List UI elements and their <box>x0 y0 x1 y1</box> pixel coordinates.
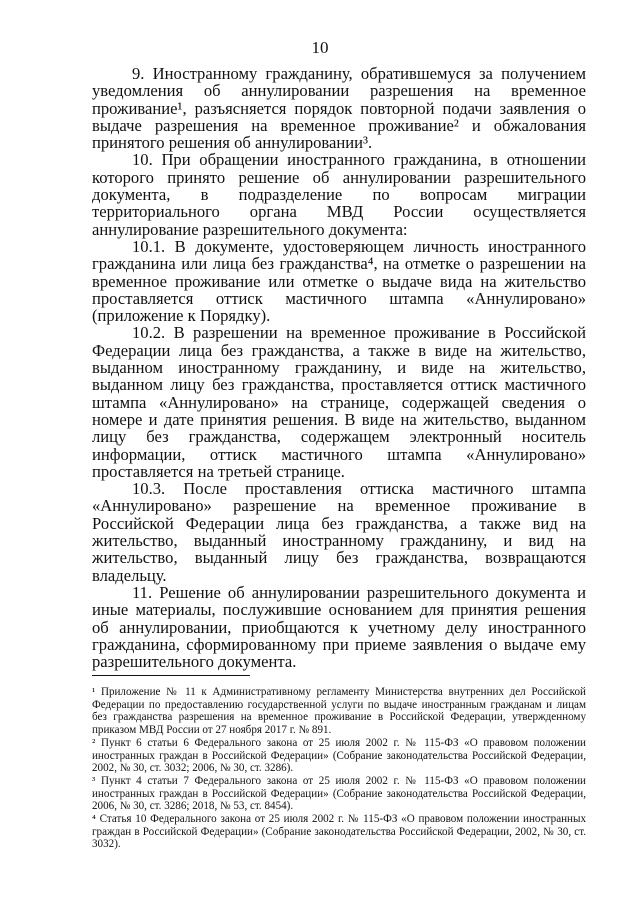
page-number: 10 <box>311 38 329 57</box>
footnote-4: ⁴ Статья 10 Федерального закона от 25 июля 2002 г. № 115-ФЗ «О правовом положении иностранных граждан в Российской Федерации» (Собрание законодательства Российской Федерации, 2002, № 30, ст. 3032). <box>92 813 586 851</box>
footnotes <box>92 686 586 851</box>
footnote-1: ¹ Приложение № 11 к Административному регламенту Министерства внутренних дел Российской Федерации по предоставлению государственной услуги по выдаче иностранным гражданам и лицам без гражданства разрешения на временное проживание в Российской Федерации, утвержденному приказом МВД России от 27 ноября 2017 г. № 891. <box>92 686 586 737</box>
footnote-separator <box>92 675 250 676</box>
paragraph-10: 10. При обращении иностранного гражданина, в отношении которого принято решение об аннулировании разрешительного документа, в подразделение по вопросам миграции территориального органа МВД России осуществляется аннулирование разрешительного документа: <box>92 150 586 239</box>
footnote-2: ² Пункт 6 статьи 6 Федерального закона от 25 июля 2002 г. № 115-ФЗ «О правовом положении иностранных граждан в Российской Федерации» (Собрание законодательства Российской Федерации, 2002, № 30, ст. 3032; 2006, № 30, ст. 3286). <box>92 736 586 775</box>
paragraph-11: 11. Решение об аннулировании разрешительного документа и иные материалы, послужившие основанием для принятия решения об аннулировании, приобщаются к учетному делу иностранного гражданина, сформированному при приеме заявления о выдаче ему разрешительного документа. <box>92 582 586 672</box>
paragraph-10-2: 10.2. В разрешении на временное проживание в Российской Федерации лица без гражданства, а также в виде на жительство, выданном иностранному гражданину, и виде на жительство, выданном лицу без гражданства, проставляется оттиск мастичного штампа «Аннулировано» на странице, содержащей сведения о номере и дате принятия решения. В виде на жительство, выданном лицу без гражданства, содержащем электронный носитель информации, оттиск мастичного штампа «Аннулировано» проставляется на третьей странице. <box>92 323 586 481</box>
paragraph-10-1: 10.1. В документе, удостоверяющем личность иностранного гражданина или лица без гражданства⁴, на отметке о разрешении на временное проживание или отметке о выдаче вида на жительство проставляется оттиск мастичного штампа «Аннулировано» (приложение к Порядку). <box>92 236 586 326</box>
paragraph-10-3: 10.3. После проставления оттиска мастичного штампа «Аннулировано» разрешение на временное проживание в Российской Федерации лица без гражданства, а также вид на жительство, выданный иностранному гражданину, и вид на жительство, выданный лицу без гражданства, возвращаются владельцу. <box>92 479 586 585</box>
body-text <box>92 65 586 670</box>
paragraph-9: 9. Иностранному гражданину, обратившемуся за получением уведомления об аннулировании разрешения на временное проживание¹, разъясняется порядок повторной подачи заявления о выдаче разрешения на временное проживание² и обжалования принятого решения об аннулировании³. <box>92 64 586 153</box>
footnote-3: ³ Пункт 4 статьи 7 Федерального закона от 25 июля 2002 г. № 115-ФЗ «О правовом положении иностранных граждан в Российской Федерации» (Собрание законодательства Российской Федерации, 2006, № 30, ст. 3286; 2018, № 53, ст. 8454). <box>92 774 586 813</box>
